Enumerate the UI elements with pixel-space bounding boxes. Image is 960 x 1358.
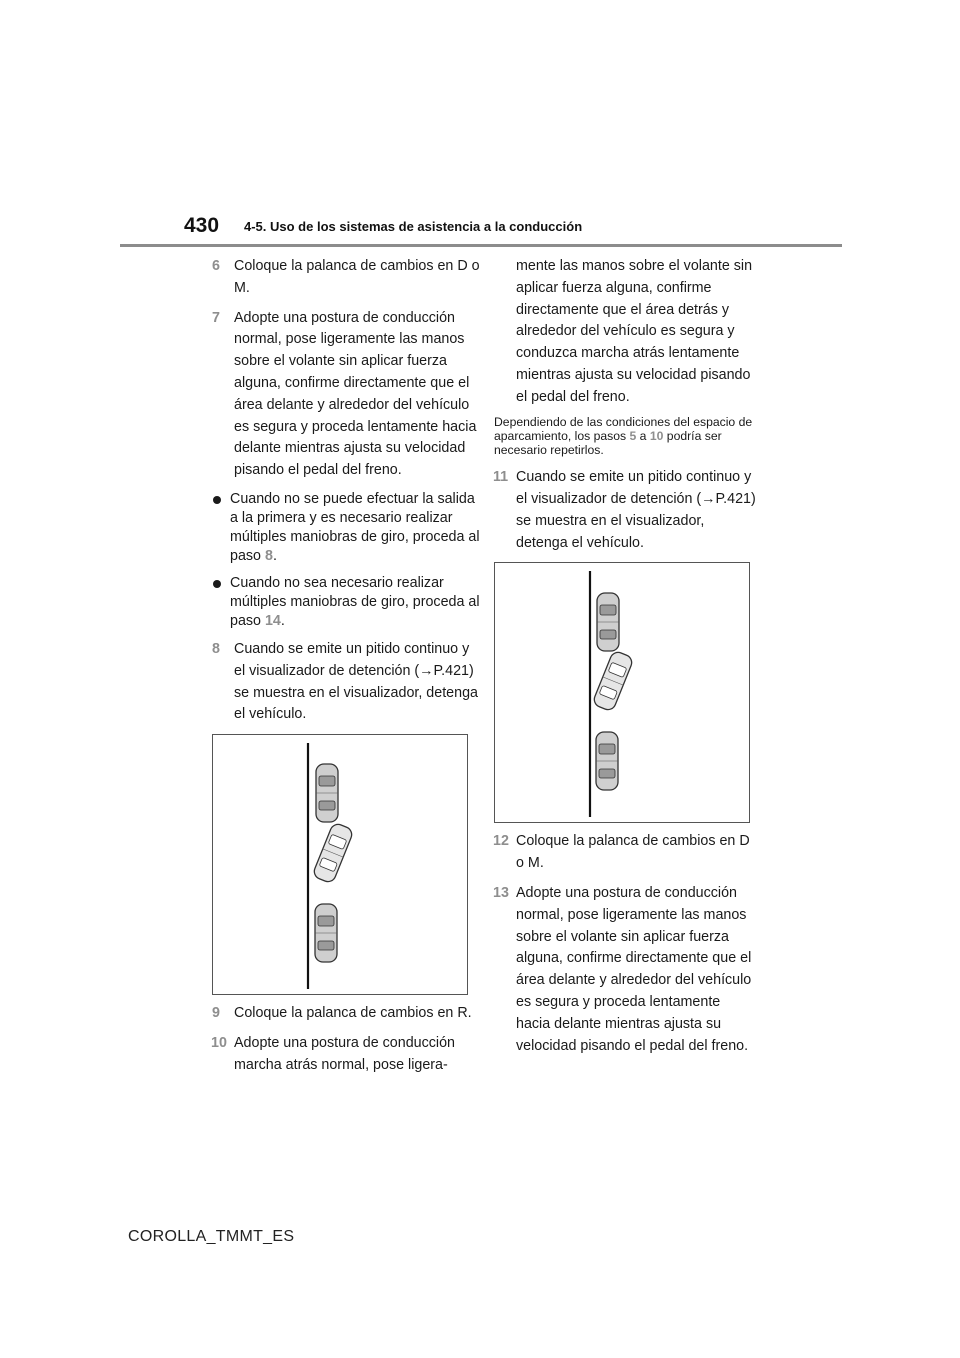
parking-diagram-left <box>212 734 468 995</box>
step-text: Adopte una postura de conducción marcha atrás normal, pose ligera- <box>234 1034 455 1073</box>
step-10 <box>212 1033 480 1077</box>
bullet-end: . <box>280 612 285 629</box>
right-column <box>494 256 758 1065</box>
step-10-continuation: mente las manos sobre el volante sin aplicar fuerza alguna, confirme directamente que el área detrás y alrededor del vehículo es segura y conduzca marcha atrás lentamente mientras ajusta su velocidad pisando el pedal del freno. <box>516 258 753 405</box>
bullet-dot <box>213 496 221 504</box>
parking-diagram-svg <box>495 563 751 824</box>
step-number: 12 <box>493 833 509 850</box>
step-12 <box>494 831 758 875</box>
step-7 <box>212 308 480 482</box>
car-bottom-icon <box>596 732 618 790</box>
note-text: podría ser necesario repetirlos. <box>494 428 722 457</box>
step-8 <box>212 639 480 726</box>
step-number: 13 <box>493 884 509 901</box>
bullet-multiple-maneuvers <box>212 490 480 566</box>
step-text: Coloque la palanca de cambios en R. <box>234 1005 472 1022</box>
bullet-end: . <box>272 547 277 564</box>
step-11 <box>494 467 758 554</box>
car-angled-icon <box>592 650 634 712</box>
car-bottom-icon <box>315 904 337 962</box>
car-angled-icon <box>312 822 354 884</box>
note-text: Dependiendo de las condiciones del espacio de aparcamiento, los pasos <box>494 414 753 443</box>
step-6 <box>212 256 480 300</box>
bullet-dot <box>213 580 221 588</box>
repeat-note <box>494 415 758 458</box>
bullet-text: Cuando no sea necesario realizar múltiples maniobras de giro, proceda al paso <box>230 574 480 629</box>
note-text: a <box>636 428 650 443</box>
page-number: 430 <box>184 214 220 237</box>
step-number: 7 <box>212 309 220 326</box>
step-number: 8 <box>212 640 220 657</box>
car-top-icon <box>597 593 619 651</box>
step-number: 9 <box>212 1005 220 1022</box>
step-text: Coloque la palanca de cambios en D o M. <box>234 258 480 296</box>
bullet-text: Cuando no se puede efectuar la salida a la primera y es necesario realizar múltiples maniobras de giro, proceda al paso <box>230 490 480 564</box>
step-reference: 10 <box>649 428 664 443</box>
step-text: Adopte una postura de conducción normal, pose ligeramente las manos sobre el volante sin aplicar fuerza alguna, confirme directamente que el área delante y alrededor del vehículo es segura y proceda lentamente hacia delante mientras ajusta su velocidad pisando el pedal del freno. <box>516 884 752 1054</box>
step-text: Cuando se emite un pitido continuo y el visualizador de detención (→P.421) se muestra en el visualizador, detenga el vehículo. <box>234 640 478 723</box>
document-code: COROLLA_TMMT_ES <box>128 1228 295 1245</box>
step-number: 6 <box>212 258 220 274</box>
header-rule <box>120 244 842 247</box>
bullet-no-maneuvers <box>212 574 480 631</box>
step-number: 11 <box>493 469 509 486</box>
step-9 <box>212 1003 480 1025</box>
parking-diagram-right <box>494 562 750 823</box>
left-column <box>212 256 480 1085</box>
step-reference: 5 <box>629 428 637 443</box>
parking-diagram-svg <box>213 735 469 996</box>
step-number: 10 <box>211 1034 227 1051</box>
step-text: Coloque la palanca de cambios en D o M. <box>516 833 750 872</box>
step-reference: 14 <box>264 612 281 629</box>
step-13 <box>494 883 758 1057</box>
step-text: Adopte una postura de conducción normal, pose ligeramente las manos sobre el volante sin aplicar fuerza alguna, confirme directamente que el área delante y alrededor del vehículo es segura y proceda lentamente hacia delante mientras ajusta su velocidad pisando el pedal del freno. <box>234 309 477 479</box>
step-reference: 8 <box>264 547 273 564</box>
car-top-icon <box>316 764 338 822</box>
section-title: 4-5. Uso de los sistemas de asistencia a la conducción <box>244 219 583 234</box>
step-text: Cuando se emite un pitido continuo y el visualizador de detención (→P.421) se muestra en el visualizador, detenga el vehículo. <box>516 469 756 551</box>
